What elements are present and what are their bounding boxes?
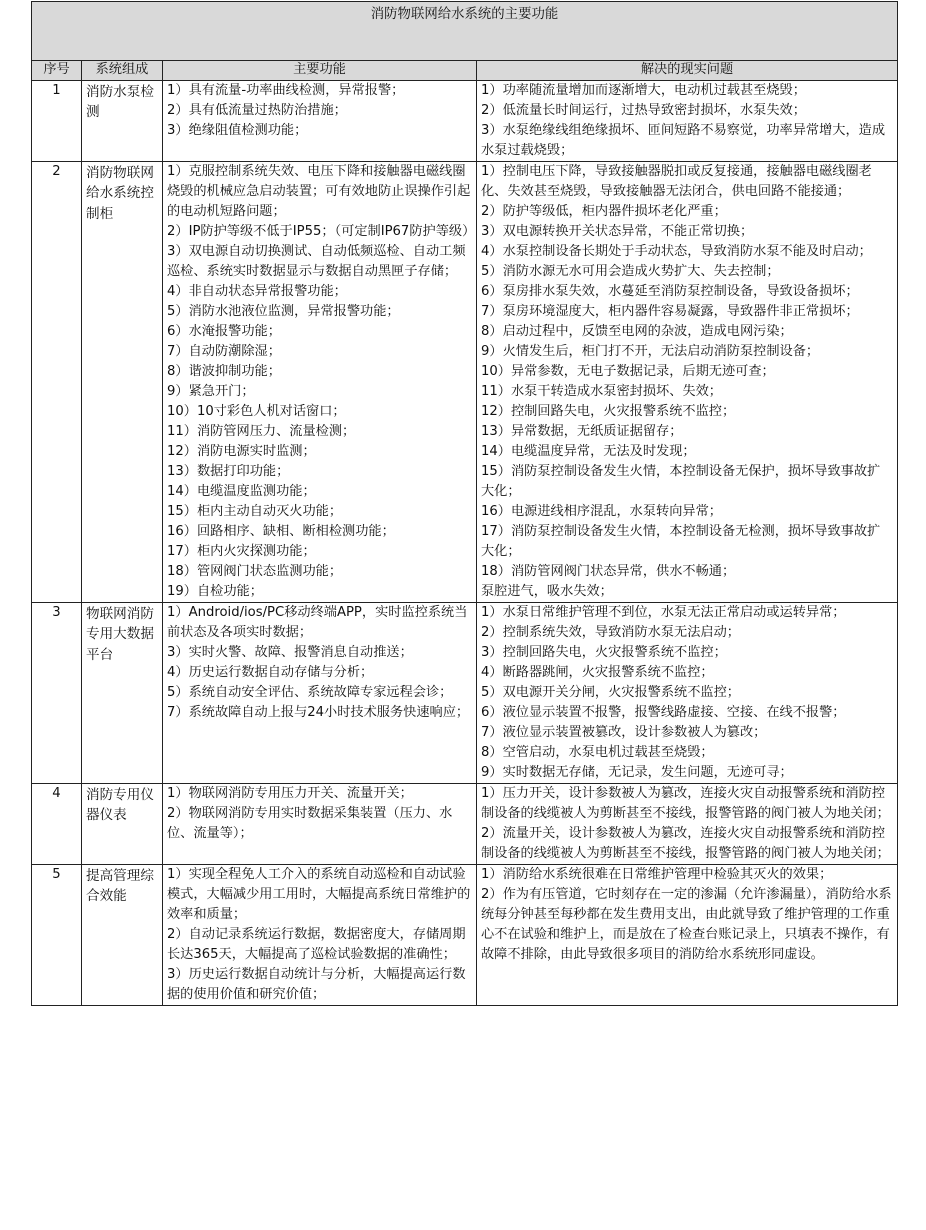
list-item: 7）系统故障自动上报与24小时技术服务快速响应； [167,705,470,720]
list-item: 1）功率随流量增加而逐渐增大，电动机过载甚至烧毁； [481,83,806,98]
list-item: 14）电缆温度异常，无法及时发现； [481,444,696,459]
list-item: 5）消防水池液位监测，异常报警功能； [167,304,400,319]
list-item: 19）自检功能； [167,584,263,599]
list-item: 2）低流量长时间运行，过热导致密封损坏，水泵失效； [481,103,806,118]
list-item: 12）控制回路失电，火灾报警系统不监控； [481,404,736,419]
component-name: 提高管理综合效能 [82,865,163,1006]
row-number: 1 [32,81,82,162]
list-item: 8）启动过程中，反馈至电网的杂波，造成电网污染； [481,324,793,339]
list-item: 10）10寸彩色人机对话窗口； [167,404,346,419]
list-item: 11）消防管网压力、流量检测； [167,424,356,439]
list-item: 2）自动记录系统运行数据，数据密度大，存储周期长达365天，大幅提高了巡检试验数据的准确性； [167,927,466,962]
list-item: 3）历史运行数据自动统计与分析，大幅提高运行数据的使用价值和研究价值； [167,967,466,1002]
list-item: 11）水泵干转造成水泵密封损坏、失效； [481,384,722,399]
table-row [32,865,898,1006]
list-item: 18）消防管网阀门状态异常，供水不畅通； [481,564,736,579]
list-item: 16）电源进线相序混乱，水泵转向异常； [481,504,722,519]
list-item: 3）实时火警、故障、报警消息自动推送； [167,645,413,660]
list-item: 18）管网阀门状态监测功能； [167,564,343,579]
list-item: 5）系统自动安全评估、系统故障专家远程会诊； [167,685,453,700]
table-row [32,162,898,603]
component-name: 消防专用仪器仪表 [82,784,163,865]
table-row [32,784,898,865]
list-item: 4）非自动状态异常报警功能； [167,284,347,299]
row-number: 3 [32,603,82,784]
list-item: 4）断路器跳闸，火灾报警系统不监控； [481,665,714,680]
list-item: 12）消防电源实时监测； [167,444,316,459]
problems-cell [477,81,898,162]
problems-list [481,784,893,864]
list-item: 1）具有流量-功率曲线检测，异常报警； [167,83,405,98]
header-row [32,61,898,81]
list-item: 泵腔进气，吸水失效； [481,584,613,599]
functions-cell [163,603,477,784]
table-title: 消防物联网给水系统的主要功能 [32,2,898,61]
header-functions: 主要功能 [163,61,477,81]
list-item: 17）柜内火灾探测功能； [167,544,316,559]
list-item: 4）水泵控制设备长期处于手动状态，导致消防水泵不能及时启动； [481,244,872,259]
list-item: 10）异常参数，无电子数据记录，后期无迹可查； [481,364,775,379]
list-item: 1）压力开关，设计参数被人为篡改，连接火灾自动报警系统和消防控制设备的线缆被人为剪断甚至不接线，报警管路的阀门被人为地关闭； [481,786,890,821]
list-item: 9）火情发生后，柜门打不开，无法启动消防泵控制设备； [481,344,820,359]
list-item: 8）空管启动，水泵电机过载甚至烧毁； [481,745,714,760]
problems-cell [477,784,898,865]
problems-cell [477,162,898,603]
list-item: 2）控制系统失效，导致消防水泵无法启动； [481,625,740,640]
list-item: 6）液位显示装置不报警，报警线路虚接、空接、在线不报警； [481,705,846,720]
problems-list [481,81,893,161]
list-item: 2）物联网消防专用实时数据采集装置（压力、水位、流量等）； [167,806,453,841]
functions-cell [163,81,477,162]
list-item: 5）双电源开关分闸，火灾报警系统不监控； [481,685,740,700]
list-item: 1）控制电压下降，导致接触器脱扣或反复接通，接触器电磁线圈老化、失效甚至烧毁，导致接触器无法闭合，供电回路不能接通； [481,164,872,199]
problems-list [481,865,893,965]
list-item: 1）克服控制系统失效、电压下降和接触器电磁线圈烧毁的机械应急启动装置；可有效地防止误操作引起的电动机短路问题； [167,164,471,219]
header-problems: 解决的现实问题 [477,61,898,81]
list-item: 13）数据打印功能； [167,464,290,479]
functions-cell [163,865,477,1006]
list-item: 3）水泵绝缘线组绝缘损坏、匝间短路不易察觉，功率异常增大，造成水泵过载烧毁； [481,123,886,158]
list-item: 2）作为有压管道，它时刻存在一定的渗漏（允许渗漏量），消防给水系统每分钟甚至每秒都在发生费用支出，由此就导致了维护管理的工作重心不在试验和维护上，而是放在了检查台账记录上，只填表不操作，有故障不排除，由此导致很多项目的消防给水系统形同虚设。 [481,887,892,962]
list-item: 6）水淹报警功能； [167,324,281,339]
problems-cell [477,865,898,1006]
functions-table [31,1,898,1006]
list-item: 3）绝缘阻值检测功能； [167,123,308,138]
list-item: 13）异常数据，无纸质证据留存； [481,424,683,439]
table-row [32,603,898,784]
row-number: 5 [32,865,82,1006]
list-item: 8）谐波抑制功能； [167,364,281,379]
table-row [32,81,898,162]
row-number: 4 [32,784,82,865]
list-item: 4）历史运行数据自动存储与分析； [167,665,374,680]
title-row [32,2,898,61]
list-item: 6）泵房排水泵失效，水蔓延至消防泵控制设备，导致设备损坏； [481,284,859,299]
list-item: 14）电缆温度监测功能； [167,484,316,499]
component-name: 消防物联网给水系统控制柜 [82,162,163,603]
functions-cell [163,784,477,865]
list-item: 1）物联网消防专用压力开关、流量开关； [167,786,413,801]
functions-list [167,162,476,602]
functions-list [167,784,472,844]
component-name: 消防水泵检测 [82,81,163,162]
row-number: 2 [32,162,82,603]
list-item: 1）水泵日常维护管理不到位，水泵无法正常启动或运转异常； [481,605,846,620]
list-item: 3）双电源自动切换测试、自动低频巡检、自动工频巡检、系统实时数据显示与数据自动黑匣子存储； [167,244,466,279]
list-item: 2）具有低流量过热防治措施； [167,103,347,118]
functions-cell [163,162,477,603]
list-item: 15）消防泵控制设备发生火情，本控制设备无保护，损坏导致事故扩大化； [481,464,881,499]
list-item: 2）IP防护等级不低于IP55；（可定制IP67防护等级） [167,224,476,239]
list-item: 16）回路相序、缺相、断相检测功能； [167,524,395,539]
list-item: 3）双电源转换开关状态异常，不能正常切换； [481,224,754,239]
component-name: 物联网消防专用大数据平台 [82,603,163,784]
list-item: 7）液位显示装置被篡改，设计参数被人为篡改； [481,725,767,740]
list-item: 15）柜内主动自动灭火功能； [167,504,343,519]
list-item: 2）流量开关，设计参数被人为篡改，连接火灾自动报警系统和消防控制设备的线缆被人为剪断甚至不接线，报警管路的阀门被人为地关闭； [481,826,890,861]
header-component: 系统组成 [82,61,163,81]
list-item: 9）紧急开门； [167,384,255,399]
problems-cell [477,603,898,784]
list-item: 1）Android/ios/PC移动终端APP，实时监控系统当前状态及各项实时数据； [167,605,468,640]
problems-list [481,162,893,602]
list-item: 1）实现全程免人工介入的系统自动巡检和自动试验模式，大幅减少用工用时，大幅提高系统日常维护的效率和质量； [167,867,471,922]
problems-list [481,603,893,783]
list-item: 1）消防给水系统很难在日常维护管理中检验其灭火的效果； [481,867,833,882]
list-item: 3）控制回路失电，火灾报警系统不监控； [481,645,727,660]
list-item: 7）泵房环境湿度大，柜内器件容易凝露，导致器件非正常损坏； [481,304,859,319]
functions-list [167,81,472,141]
list-item: 17）消防泵控制设备发生火情，本控制设备无检测，损坏导致事故扩大化； [481,524,881,559]
functions-list [167,865,472,1005]
list-item: 5）消防水源无水可用会造成火势扩大、失去控制； [481,264,780,279]
list-item: 2）防护等级低，柜内器件损坏老化严重； [481,204,727,219]
header-num: 序号 [32,61,82,81]
list-item: 7）自动防潮除湿； [167,344,281,359]
functions-list [167,603,472,723]
list-item: 9）实时数据无存储，无记录，发生问题，无迹可寻； [481,765,793,780]
